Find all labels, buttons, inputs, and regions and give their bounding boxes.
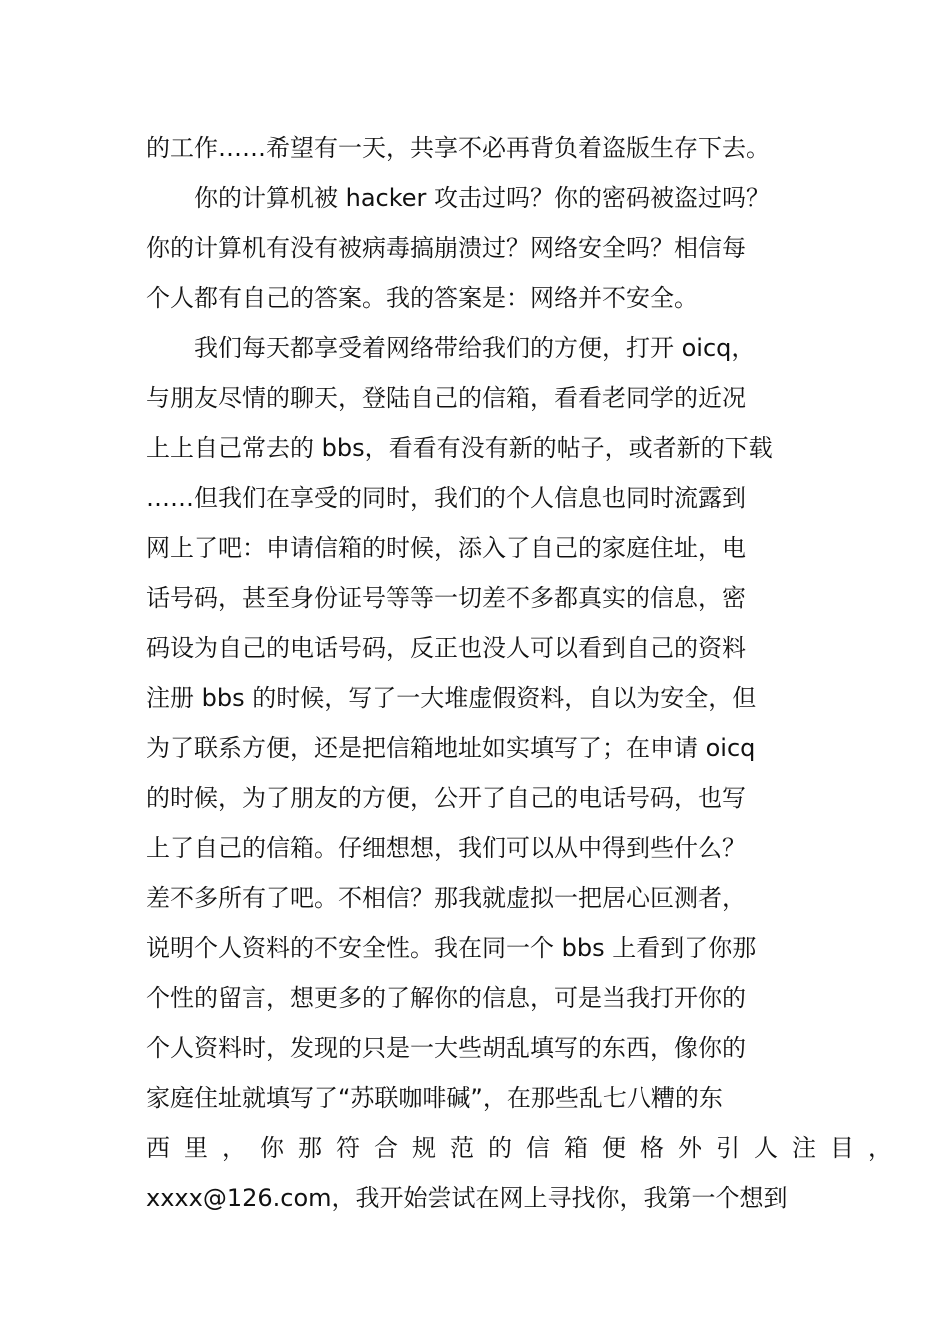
text-line: ……但我们在享受的同时，我们的个人信息也同时流露到 xyxy=(146,484,746,512)
text-line: 与朋友尽情的聊天，登陆自己的信箱，看看老同学的近况 xyxy=(146,384,746,412)
text-line: 个人都有自己的答案。我的答案是：网络并不安全。 xyxy=(146,284,698,312)
paragraph-start-line: 你的计算机被 hacker 攻击过吗？你的密码被盗过吗？ xyxy=(194,184,771,212)
text-line: 上上自己常去的 bbs，看看有没有新的帖子，或者新的下载 xyxy=(146,434,773,462)
text-line: 的时候，为了朋友的方便，公开了自己的电话号码，也写 xyxy=(146,784,746,812)
text-line: 话号码，甚至身份证号等等一切差不多都真实的信息，密 xyxy=(146,584,746,612)
text-line: 你的计算机有没有被病毒搞崩溃过？网络安全吗？相信每 xyxy=(146,234,746,262)
text-line: 网上了吧：申请信箱的时候，添入了自己的家庭住址，电 xyxy=(146,534,746,562)
paragraph-start-line: 我们每天都享受着网络带给我们的方便，打开 oicq， xyxy=(194,334,756,362)
text-line: 个性的留言，想更多的了解你的信息，可是当我打开你的 xyxy=(146,984,746,1012)
text-line: 码设为自己的电话号码，反正也没人可以看到自己的资料 xyxy=(146,634,746,662)
text-line: 说明个人资料的不安全性。我在同一个 bbs 上看到了你那 xyxy=(146,934,757,962)
text-line-justified: 西里，你那符合规范的信箱便格外引人注目， xyxy=(146,1134,906,1162)
text-line: xxxx@126.com，我开始尝试在网上寻找你，我第一个想到 xyxy=(146,1184,788,1212)
text-line: 个人资料时，发现的只是一大些胡乱填写的东西，像你的 xyxy=(146,1034,746,1062)
text-line: 的工作……希望有一天，共享不必再背负着盗版生存下去。 xyxy=(146,134,770,162)
text-line: 上了自己的信箱。仔细想想，我们可以从中得到些什么？ xyxy=(146,834,746,862)
text-line: 为了联系方便，还是把信箱地址如实填写了；在申请 oicq xyxy=(146,734,756,762)
text-line: 注册 bbs 的时候，写了一大堆虚假资料，自以为安全，但 xyxy=(146,684,757,712)
text-line: 家庭住址就填写了“苏联咖啡碱”，在那些乱七八糟的东 xyxy=(146,1084,723,1112)
text-line: 差不多所有了吧。不相信？那我就虚拟一把居心叵测者， xyxy=(146,884,746,912)
